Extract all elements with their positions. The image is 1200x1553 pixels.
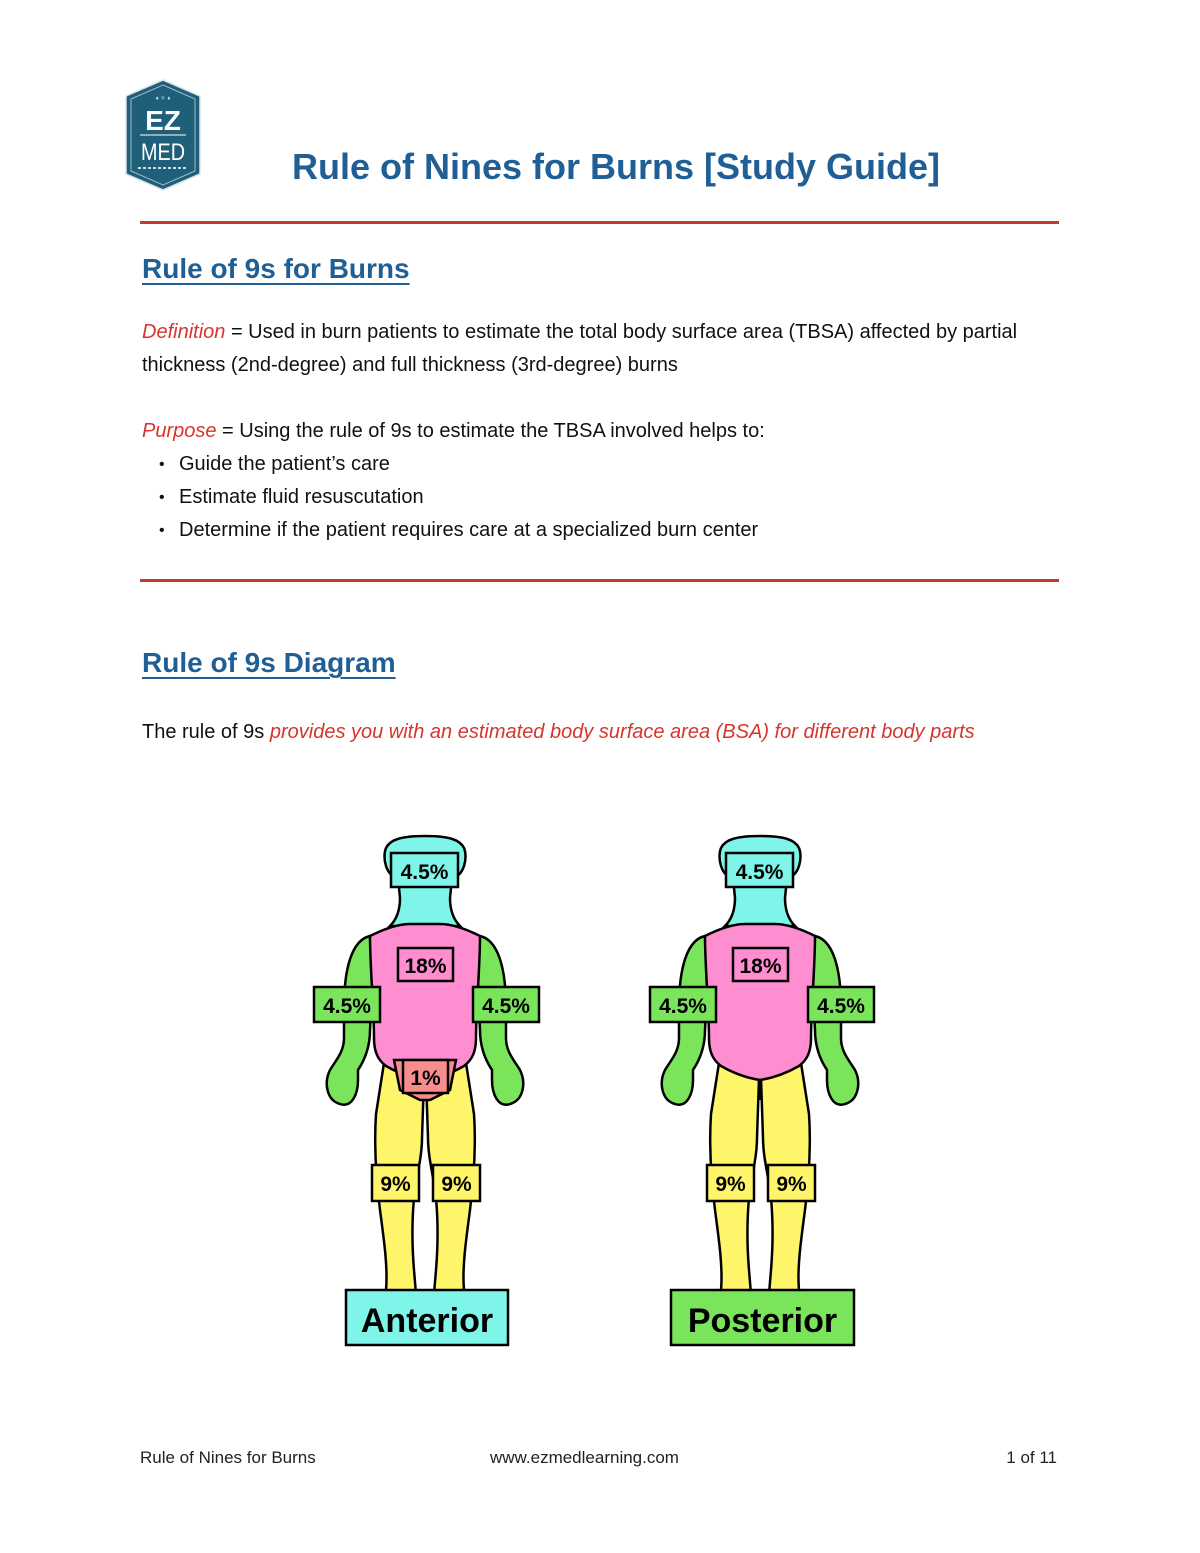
posterior-right-arm-label <box>808 987 874 1022</box>
anterior-right-leg-label <box>433 1165 480 1201</box>
svg-text:9%: 9% <box>776 1173 807 1196</box>
posterior-right-leg-label <box>768 1165 815 1201</box>
section-heading-diagram: Rule of 9s Diagram <box>142 647 396 678</box>
anterior-right-arm-label <box>473 987 539 1022</box>
anterior-genitals-label <box>403 1060 448 1093</box>
purpose-list <box>142 448 758 547</box>
svg-text:9%: 9% <box>715 1173 746 1196</box>
footer-website-link[interactable]: www.ezmedlearning.com <box>490 1448 679 1467</box>
anterior-left-leg-label <box>372 1165 419 1201</box>
footer-doc-title: Rule of Nines for Burns <box>140 1448 316 1467</box>
posterior-head-label <box>726 853 793 887</box>
diagram-intro <box>142 716 1022 749</box>
definition-text: = Used in burn patients to estimate the total body surface area (TBSA) affected by partial thickness (2nd-degree) and full thickness (3rd-degree) burns <box>142 321 1018 376</box>
svg-text:9%: 9% <box>380 1173 411 1196</box>
posterior-left-leg-label <box>707 1165 754 1201</box>
divider-middle <box>140 579 1059 582</box>
anterior-left-arm-label <box>314 987 380 1022</box>
svg-text:4.5%: 4.5% <box>400 861 449 884</box>
ezmed-logo <box>124 78 202 192</box>
logo-med-text: MED <box>141 139 185 166</box>
svg-text:1%: 1% <box>410 1067 441 1090</box>
svg-text:4.5%: 4.5% <box>659 995 707 1018</box>
purpose-paragraph <box>142 415 1042 448</box>
svg-text:4.5%: 4.5% <box>323 995 371 1018</box>
svg-text:18%: 18% <box>404 955 447 978</box>
definition-label: Definition <box>142 321 226 343</box>
divider-top <box>140 221 1059 224</box>
svg-text:4.5%: 4.5% <box>482 995 530 1018</box>
anterior-caption <box>346 1290 508 1345</box>
posterior-torso-label <box>733 948 788 981</box>
svg-text:9%: 9% <box>441 1173 472 1196</box>
list-item: • Determine if the patient requires care at a specialized burn center <box>142 514 758 547</box>
svg-text:18%: 18% <box>739 955 782 978</box>
svg-text:Anterior: Anterior <box>360 1302 494 1340</box>
svg-text:Posterior: Posterior <box>687 1302 838 1340</box>
list-item: • Estimate fluid resuscutation <box>142 481 758 514</box>
diagram-intro-emphasis: provides you with an estimated body surface area (BSA) for different body parts <box>269 721 975 743</box>
svg-text:4.5%: 4.5% <box>817 995 865 1018</box>
purpose-text: = Using the rule of 9s to estimate the TBSA involved helps to: <box>216 420 765 442</box>
page-title: Rule of Nines for Burns [Study Guide] <box>292 146 941 187</box>
purpose-label: Purpose <box>142 420 217 442</box>
footer-page-number: 1 of 11 <box>1006 1448 1057 1467</box>
posterior-left-arm-label <box>650 987 716 1022</box>
definition-paragraph <box>142 316 1042 382</box>
anterior-head-label <box>391 853 458 887</box>
svg-text:4.5%: 4.5% <box>735 861 784 884</box>
diagram-intro-plain: The rule of 9s <box>142 721 270 743</box>
rule-of-nines-diagram <box>300 828 880 1353</box>
logo-ez-text: EZ <box>145 105 181 136</box>
section-heading-rule-of-9s: Rule of 9s for Burns <box>142 253 410 284</box>
anterior-torso-label <box>398 948 453 981</box>
list-item: • Guide the patient’s care <box>142 448 758 481</box>
posterior-caption <box>671 1290 854 1345</box>
svg-text:♦ ⚛ ♦: ♦ ⚛ ♦ <box>155 96 171 102</box>
posterior-figure <box>662 836 858 1304</box>
